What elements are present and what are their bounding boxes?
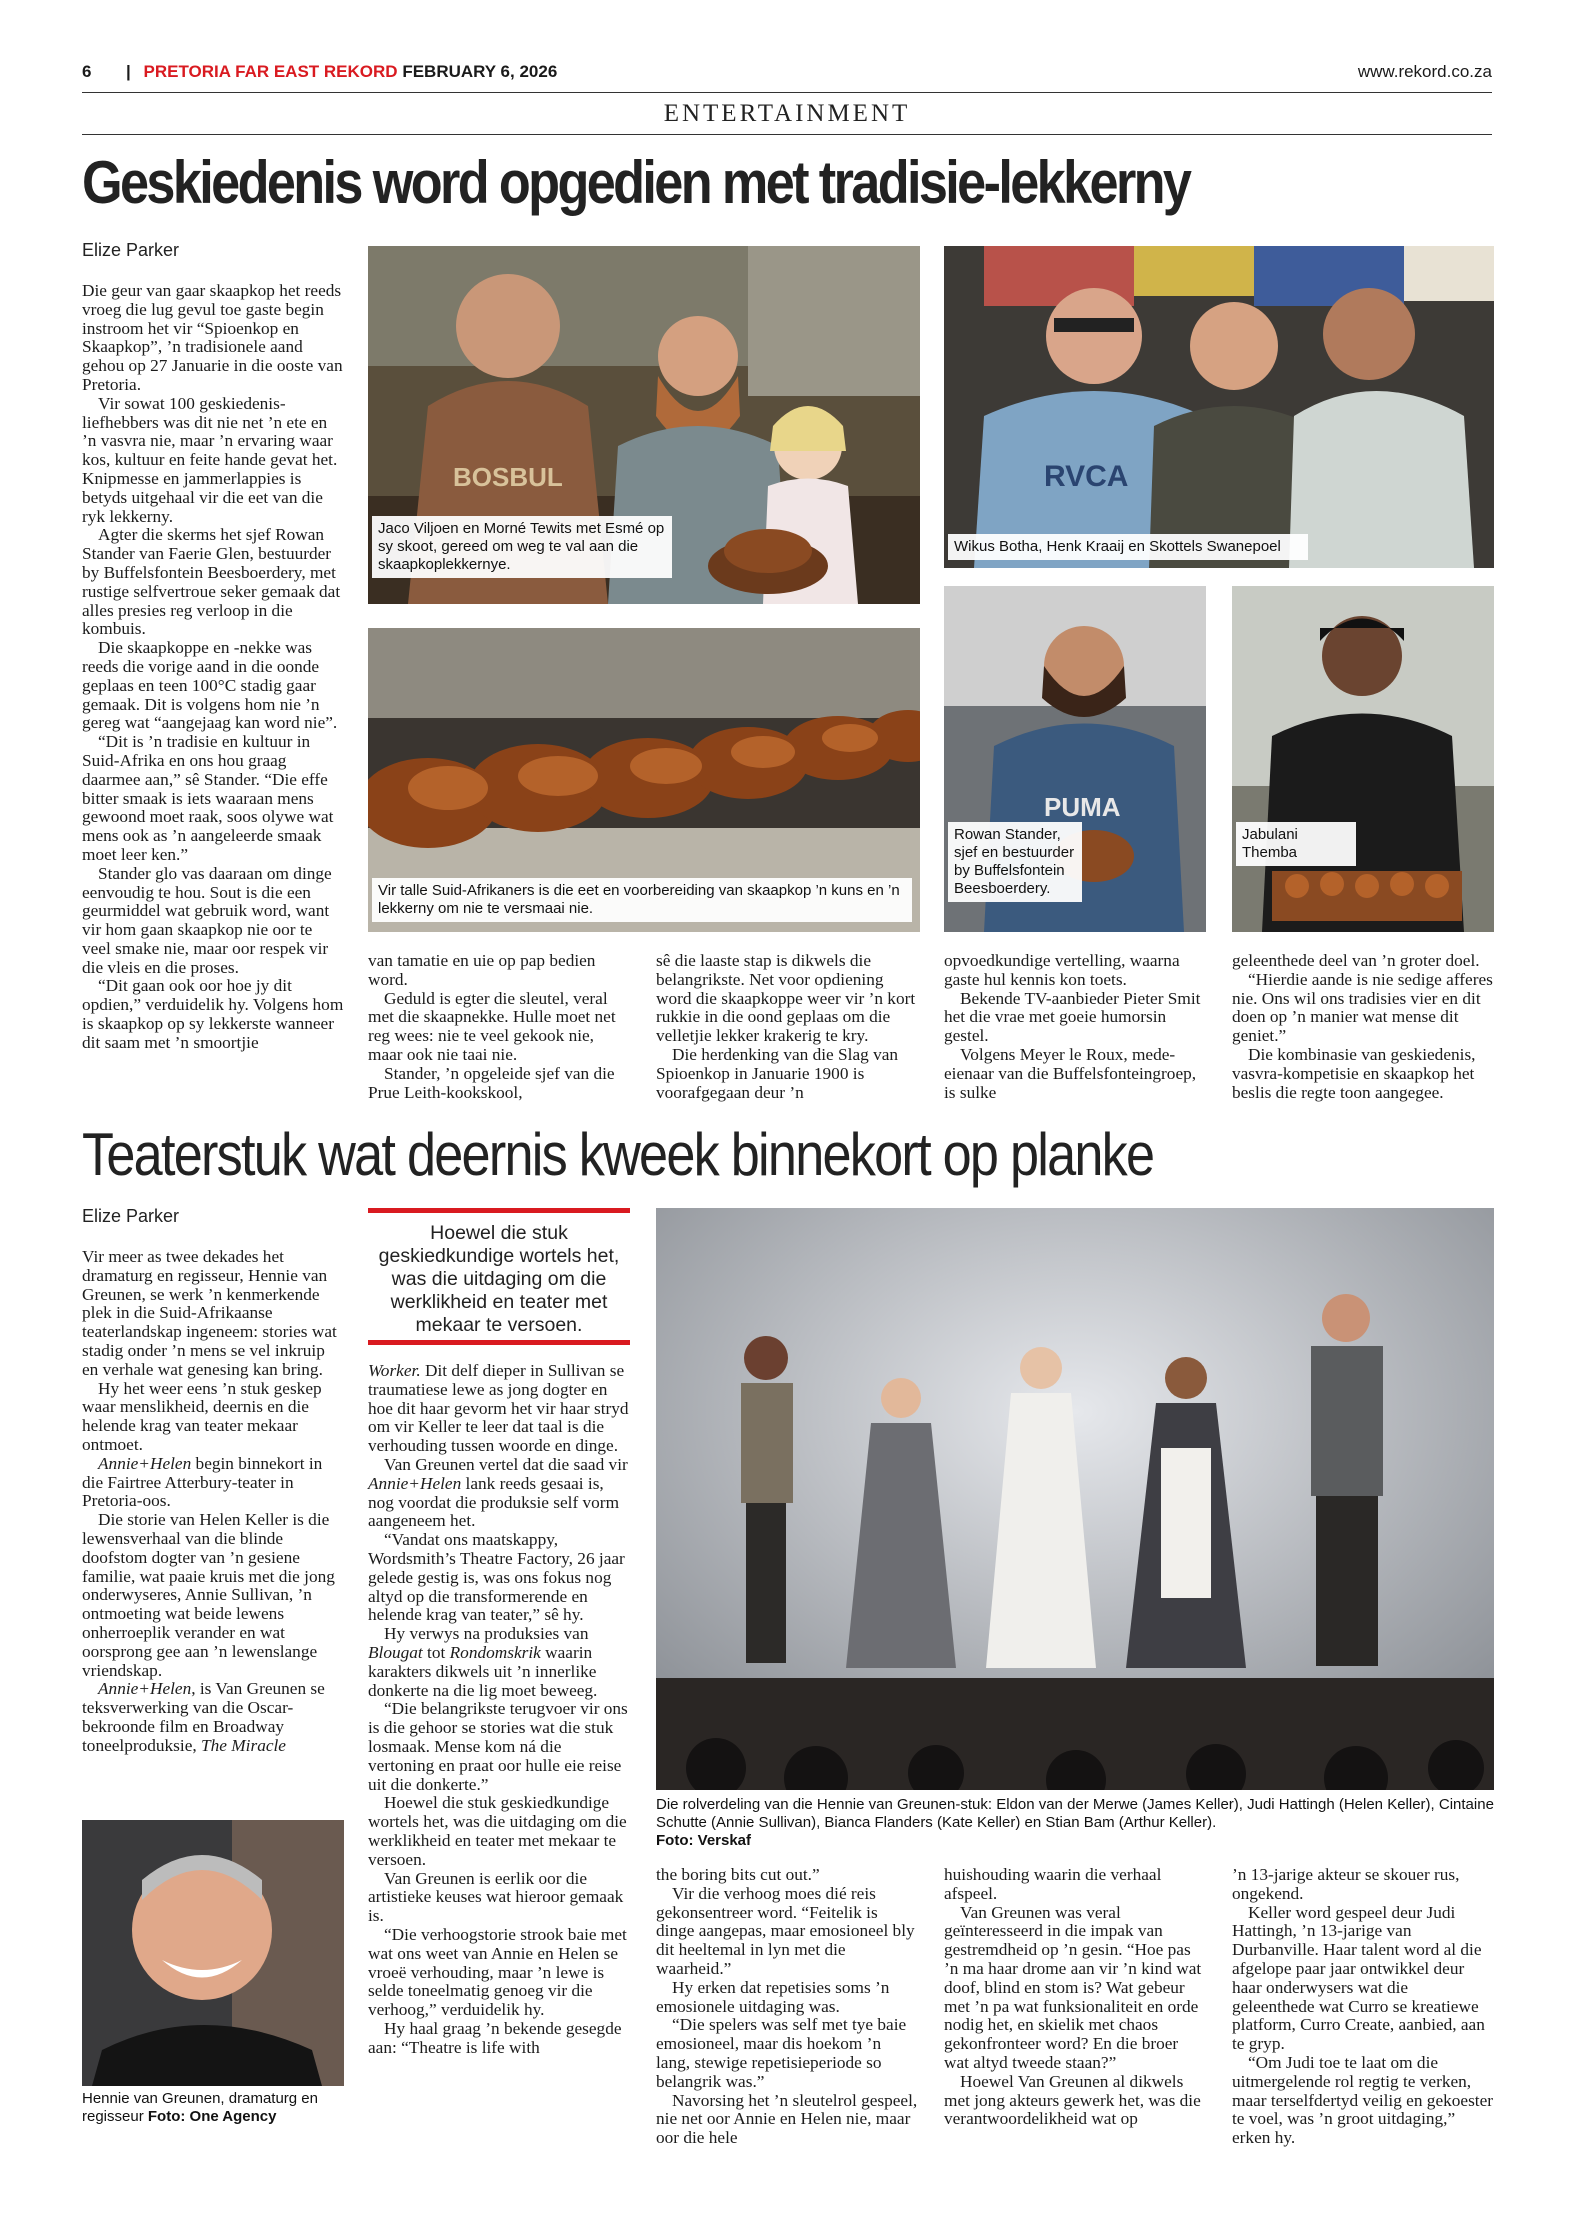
paragraph: Die herdenking van die Slag van Spioenkop in Januarie 1900 is voorafgegaan deur ’n	[656, 1044, 899, 1102]
paragraph: Annie+Helen, is Van Greunen se teksverwerking van die Oscar-bekroonde film en Broadway toneelproduksie, The Miracle	[82, 1679, 325, 1755]
photo-jabulani-themba	[1232, 586, 1494, 932]
stage-caption-text: Die rolverdeling van die Hennie van Greunen-stuk: Eldon van der Merwe (James Keller), Judi Hattingh (Helen Keller), Cintaine Schutte (Annie Sullivan), Bianca Flanders (Kate Keller) en Stian Bam (Arthur Keller).	[656, 1796, 1494, 1831]
photo-skaapkoppe-tray	[368, 628, 920, 932]
article1-byline: Elize Parker	[82, 240, 180, 260]
paragraph: opvoedkundige vertelling, waarna gaste hul kennis kon toets.	[944, 951, 1180, 989]
paragraph: “Die verhoogstorie strook baie met wat ons weet van Annie en Helen se vroeë verhouding, maar ’n lewe is selde toneelmatig genoeg vir die verhoog,” verduidelik hy.	[368, 1924, 627, 2020]
photo-jaco-morne-esme	[368, 246, 920, 604]
paragraph: Hoewel die stuk geskiedkundige wortels het, was die uitdaging om die werklikheid en teater met mekaar te versoen.	[368, 1793, 627, 1869]
paragraph: Geduld is egter die sleutel, veral met die skaapnekke. Hulle moet net reg wees: nie te veel gekook nie, maar ook nie taai nie.	[368, 988, 616, 1064]
paragraph: “Dit gaan ook oor hoe jy dit opdien,” verduidelik hy. Volgens hom is skaapkop op sy lekkerste wanneer dit saam met ’n smoortjie	[82, 976, 344, 1052]
article1-column-4	[944, 952, 1206, 1102]
article2-column-1	[82, 1248, 344, 1756]
article1-headline: Geskiedenis word opgedien met tradisie-lekkerny	[82, 149, 1190, 216]
issue-date: FEBRUARY 6, 2026	[402, 62, 558, 81]
paragraph: Hy erken dat repetisies soms ’n emosionele uitdaging was.	[656, 1977, 890, 2016]
shirt-print-bosbul: BOSBUL	[453, 462, 563, 492]
article2-column-2	[368, 1362, 630, 2057]
photo-stage-cast	[656, 1208, 1494, 1790]
paragraph: Die storie van Helen Keller is die lewensverhaal van die blinde doofstom dogter van ’n gesiene familie, wat paaie kruis met die jong onderwyseres, Annie Sullivan, ’n ontmoeting wat beide lewens onherroeplik verander en wat oorsprong gee aan ’n lewenslange vriendskap.	[82, 1510, 335, 1680]
photo-stage-cast-caption	[656, 1796, 1494, 1850]
pullquote: Hoewel die stuk geskiedkundige wortels het, was die uitdaging om die werklikheid en teater met mekaar te versoen.	[378, 1222, 620, 1336]
paragraph: sê die laaste stap is dikwels die belangrikste. Net voor opdiening word die skaapkoppe weer vir ’n kort rukkie in die oond geplaas om die velletjie lekker krakerig te kry.	[656, 951, 916, 1046]
paragraph: the boring bits cut out.”	[656, 1865, 820, 1884]
paragraph: Van Greunen vertel dat die saad vir Annie+Helen lank reeds gesaai is, nog voordat die produksie self vorm aangeneem het.	[368, 1454, 628, 1531]
paragraph: Vir die verhoog moes dié reis gekonsentreer word. “Feitelik is dinge aangepas, maar emosioneel bly dit heeltemal in lyn met die waarheid.”	[656, 1883, 915, 1978]
portrait-caption-text: Hennie van Greunen, dramaturg en regisseur	[82, 2090, 318, 2125]
photo-rowan-stander-caption: Rowan Stander, sjef en bestuurder by Buffelsfontein Beesboerdery.	[948, 822, 1082, 902]
paragraph: Worker. Dit delf dieper in Sullivan se traumatiese lewe as jong dogter en hoe dit haar gevorm het vir haar stryd om vir Keller te leer dat taal is die verhouding tussen woorde en dinge.	[368, 1361, 629, 1456]
photo-rowan-stander	[944, 586, 1206, 932]
photo-wikus-henk-skottels-caption: Wikus Botha, Henk Kraaij en Skottels Swanepoel	[948, 534, 1308, 560]
paragraph: Die kombinasie van geskiedenis, vasvra-kompetisie en skaapkop het beslis die regte toon aangegee.	[1232, 1044, 1476, 1102]
photo-skaapkoppe-tray-caption: Vir talle Suid-Afrikaners is die eet en voorbereiding van skaapkop ’n kuns en ’n lekkerny om nie te versmaai nie.	[372, 878, 912, 922]
paragraph: Hoewel Van Greunen al dikwels met jong akteurs gewerk het, was die verantwoordelikheid wat op	[944, 2071, 1201, 2129]
paragraph: Die geur van gaar skaapkop het reeds vroeg die lug gevul toe gaste begin instroom het vir “Spioenkop en Skaapkop”, ’n tradisionele aand gehou op 27 Januarie in die ooste van Pretoria.	[82, 281, 343, 394]
pullquote-bottom-rule	[368, 1340, 630, 1345]
paragraph: Die skaapkoppe en -nekke was reeds die vorige aand in die oonde geplaas en teen 100°C stadig gaar gemaak. Dit is volgens hom nie ’n gereg wat “aangejaag kan word nie”.	[82, 638, 338, 733]
paragraph: Van Greunen was veral geïnteresseerd in die impak van gestremdheid op ’n gesin. “Hoe pas ’n ma haar drome aan vir ’n kind wat doof, blind en stom is? Wat gebeur met ’n pa wat funksionaliteit en orde nodig het, en skielik met chaos gekonfronteer word? En die broer wat altyd tweede staan?”	[944, 1902, 1202, 2072]
shirt-print-rvca: RVCA	[1044, 460, 1129, 493]
header-separator: |	[126, 62, 131, 81]
publication-name: PRETORIA FAR EAST REKORD	[143, 62, 398, 81]
paragraph: “Die spelers was self met tye baie emosioneel, maar dis hoekom ’n lang, stewige repetisieperiode so belangrik was.”	[656, 2015, 907, 2091]
stage-caption-credit: Foto: Verskaf	[656, 1832, 752, 1849]
website-link[interactable]: www.rekord.co.za	[1357, 62, 1492, 81]
paragraph: Vir sowat 100 geskiedenis-liefhebbers was dit nie net ’n ete en ’n vasvra nie, maar ’n ervaring waar kos, kultuur en feite hande gevat het. Knipmesse en jammerlappies is betyds uitgehaal vir die eet van die ryk lekkerny.	[82, 393, 338, 526]
article2-column-5	[1232, 1866, 1494, 2148]
paragraph: Stander glo vas daaraan om dinge eenvoudig te hou. Sout is die een geurmiddel wat gebruik word, want vir hom gaan skaapkop nie oor te veel smake nie, maar oor respek vir die vleis en die proses.	[82, 863, 332, 977]
paragraph: geleenthede deel van ’n groter doel.	[1232, 951, 1480, 970]
photo-jabulani-themba-image	[1232, 586, 1494, 932]
photo-wikus-henk-skottels-image	[944, 246, 1494, 568]
article1-column-2	[368, 952, 630, 1102]
paragraph: “Die belangrikste terugvoer vir ons is die gehoor se stories wat die stuk losmaak. Mense kom ná die vertoning en praat oor hulle eie reise uit die donkerte.”	[368, 1699, 628, 1794]
photo-jabulani-themba-caption: Jabulani Themba	[1236, 822, 1356, 866]
paragraph: Hy verwys na produksies van Blougat tot Rondomskrik waarin karakters dikwels uit ’n innerlike donkerte na die lig moet beweeg.	[368, 1624, 598, 1700]
paragraph: huishouding waarin die verhaal afspeel.	[944, 1865, 1162, 1903]
header-rule	[82, 92, 1492, 93]
photo-hennie-van-greunen-image	[82, 1820, 344, 2086]
paragraph: van tamatie en uie op pap bedien word.	[368, 951, 596, 989]
paragraph: ’n 13-jarige akteur se skouer rus, ongekend.	[1232, 1865, 1460, 1903]
photo-stage-cast-image	[656, 1208, 1494, 1790]
publication-line	[126, 62, 557, 82]
paragraph: Bekende TV-aanbieder Pieter Smit het die vrae met goeie humorsin gestel.	[944, 988, 1201, 1046]
photo-jaco-morne-esme-caption: Jaco Viljoen en Morné Tewits met Esmé op sy skoot, gereed om weg te val aan die skaapkoplekkernye.	[372, 516, 672, 578]
photo-hennie-van-greunen-caption	[82, 2090, 348, 2126]
article1-column-3	[656, 952, 918, 1102]
paragraph: Volgens Meyer le Roux, mede-eienaar van die Buffelsfonteingroep, is sulke	[944, 1044, 1197, 1102]
article1-column-5	[1232, 952, 1494, 1102]
paragraph: Keller word gespeel deur Judi Hattingh, ’n 13-jarige van Durbanville. Haar talent word al die afgelope paar jaar ontwikkel deur haar onderwysers wat die geleenthede wat Curro se kreatiewe platform, Curro Create, aanbied, aan te gryp.	[1232, 1902, 1485, 2054]
portrait-caption-credit: Foto: One Agency	[147, 2108, 277, 2125]
article2-byline: Elize Parker	[82, 1206, 180, 1226]
paragraph: Agter die skerms het sjef Rowan Stander van Faerie Glen, bestuurder by Buffelsfontein Beesboerdery, met rustige selfvertroue seker gemaak dat alles presies reg verloop in die kombuis.	[82, 525, 341, 639]
paragraph: Van Greunen is eerlik oor die artistieke keuses wat hieroor gemaak is.	[368, 1868, 624, 1926]
article2-column-3	[656, 1866, 918, 2148]
paragraph: Hy het weer eens ’n stuk geskep waar menslikheid, deernis en die helende krag van teater mekaar ontmoet.	[82, 1378, 322, 1454]
article1-column-1	[82, 282, 344, 1053]
paragraph: Navorsing het ’n sleutelrol gespeel, nie net oor Annie en Helen nie, maar oor die hele	[656, 2090, 918, 2148]
paragraph: “Hierdie aande is nie sedige afferes nie. Ons wil ons tradisies vier en dit doen op ’n manier wat mense dit geniet.”	[1232, 969, 1493, 1046]
photo-wikus-henk-skottels	[944, 246, 1494, 568]
page-number: 6	[82, 62, 92, 81]
paragraph: “Vandat ons maatskappy, Wordsmith’s Theatre Factory, 26 jaar gelede gestig is, was ons fokus nog altyd op die transformerende en helende krag van teater,” sê hy.	[368, 1530, 625, 1625]
section-rule	[82, 134, 1492, 135]
paragraph: “Dit is ’n tradisie en kultuur in Suid-Afrika en ons hou graag daarmee aan,” sê Stander. “Die effe bitter smaak is iets waaraan mens gewoond moet raak, soos olywe wat mens ook as ’n aangeleerde smaak moet leer ken.”	[82, 732, 334, 864]
paragraph: Vir meer as twee dekades het dramaturg en regisseur, Hennie van Greunen, se werk ’n kenmerkende plek in die Suid-Afrikaanse teaterlandskap ingeneem: stories wat stadig onder ’n mens se vel inkruip en verhale wat genesing kan bring.	[82, 1247, 337, 1379]
shirt-print-puma: PUMA	[1044, 792, 1121, 822]
paragraph: “Om Judi toe te laat om die uitmergelende rol regtig te verken, maar terselfdertyd veilig en gekoester te voel, was ’n groot uitdaging,” erken hy.	[1232, 2052, 1494, 2148]
section-title: ENTERTAINMENT	[663, 100, 911, 127]
pullquote-top-rule	[368, 1208, 630, 1213]
paragraph: Annie+Helen begin binnekort in die Fairtree Atterbury-teater in Pretoria-oos.	[82, 1453, 323, 1511]
article2-column-4	[944, 1866, 1206, 2129]
article2-headline: Teaterstuk wat deernis kweek binnekort op planke	[82, 1121, 1154, 1188]
paragraph: Stander, ’n opgeleide sjef van die Prue Leith-kookskool,	[368, 1063, 615, 1102]
page-header	[82, 58, 1492, 88]
paragraph: Hy haal graag ’n bekende gesegde aan: “Theatre is life with	[368, 2018, 622, 2057]
photo-hennie-van-greunen	[82, 1820, 344, 2086]
